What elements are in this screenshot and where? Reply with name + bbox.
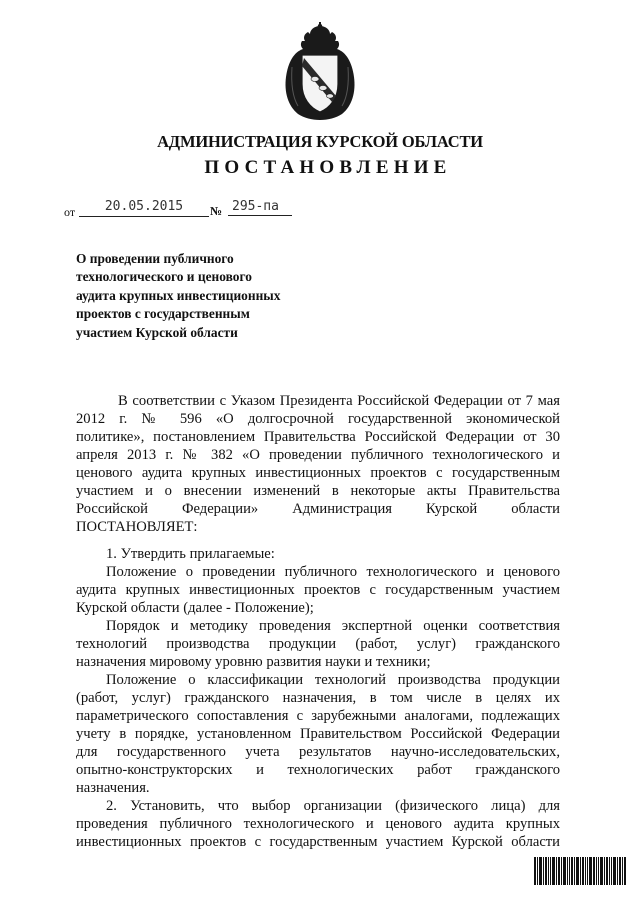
subject-line: О проведении публичного: [76, 251, 234, 266]
subject-line: проектов с государственным: [76, 306, 250, 322]
document-number: 295-па: [228, 199, 292, 216]
text-line: проведения публичного технологического и ценового аудита крупных: [76, 816, 560, 832]
text-line: для государственного учета результатов научно-исследовательских,: [76, 744, 560, 760]
text-line: участием и о внесении изменений в некоторые акты Правительства: [76, 483, 560, 499]
organization-title: АДМИНИСТРАЦИЯ КУРСКОЙ ОБЛАСТИ: [157, 132, 483, 151]
text-line: Курской области (далее - Положение);: [76, 600, 314, 616]
text-line: инвестиционных проектов с государственным участием Курской области: [76, 834, 560, 850]
text-line: ПОСТАНОВЛЯЕТ:: [76, 519, 198, 535]
text-line: опытно-конструкторских и технологических работ гражданского: [76, 762, 560, 778]
text-line: учету в порядке, установленном Правительством Российской Федерации: [76, 726, 560, 742]
document-subject: [76, 250, 336, 342]
text-line: В соответствии с Указом Президента Российской Федерации от 7 мая: [118, 393, 560, 409]
document-date: 20.05.2015: [79, 199, 209, 217]
date-label: от: [64, 205, 76, 219]
text-line: параметрического сопоставления с зарубежными аналогами, подлежащих: [76, 708, 560, 724]
text-line: 1. Утвердить прилагаемые:: [106, 546, 275, 562]
text-line: политике», постановлением Правительства Российской Федерации от 30: [76, 429, 560, 445]
number-label: №: [210, 204, 223, 218]
subject-line: технологического и ценового: [76, 269, 252, 285]
text-line: Порядок и методику проведения экспертной оценки соответствия: [106, 618, 560, 634]
text-line: (работ, услуг) гражданского назначения, в том числе в целях их: [76, 690, 560, 706]
preamble-paragraph: [76, 392, 560, 536]
text-line: ценового аудита крупных инвестиционных проектов с государственным: [76, 465, 560, 481]
text-line: 2012 г. № 596 «О долгосрочной государственной экономической: [76, 411, 560, 427]
text-line: аудита крупных инвестиционных проектов с государственным участием: [76, 582, 560, 598]
subject-line: аудита крупных инвестиционных: [76, 287, 281, 303]
text-line: 2. Установить, что выбор организации (физического лица) для: [106, 798, 560, 814]
coat-of-arms-icon: [270, 22, 370, 122]
text-line: Положение о классификации технологий производства продукции: [106, 672, 560, 688]
text-line: технологий производства продукции (работ, услуг) гражданского: [76, 636, 560, 652]
text-line: назначения мировому уровню развития науки и техники;: [76, 654, 431, 670]
text-line: Российской Федерации» Администрация Курской области: [76, 501, 560, 517]
text-line: Положение о проведении публичного технологического и ценового: [106, 564, 560, 580]
barcode-icon: [534, 857, 626, 885]
document-type-title: ПОСТАНОВЛЕНИЕ: [204, 157, 452, 178]
text-line: назначения.: [76, 780, 150, 796]
resolution-items: [76, 545, 560, 851]
text-line: апреля 2013 г. № 382 «О проведении публичного технологического и: [76, 447, 560, 463]
subject-line: участием Курской области: [76, 324, 238, 340]
